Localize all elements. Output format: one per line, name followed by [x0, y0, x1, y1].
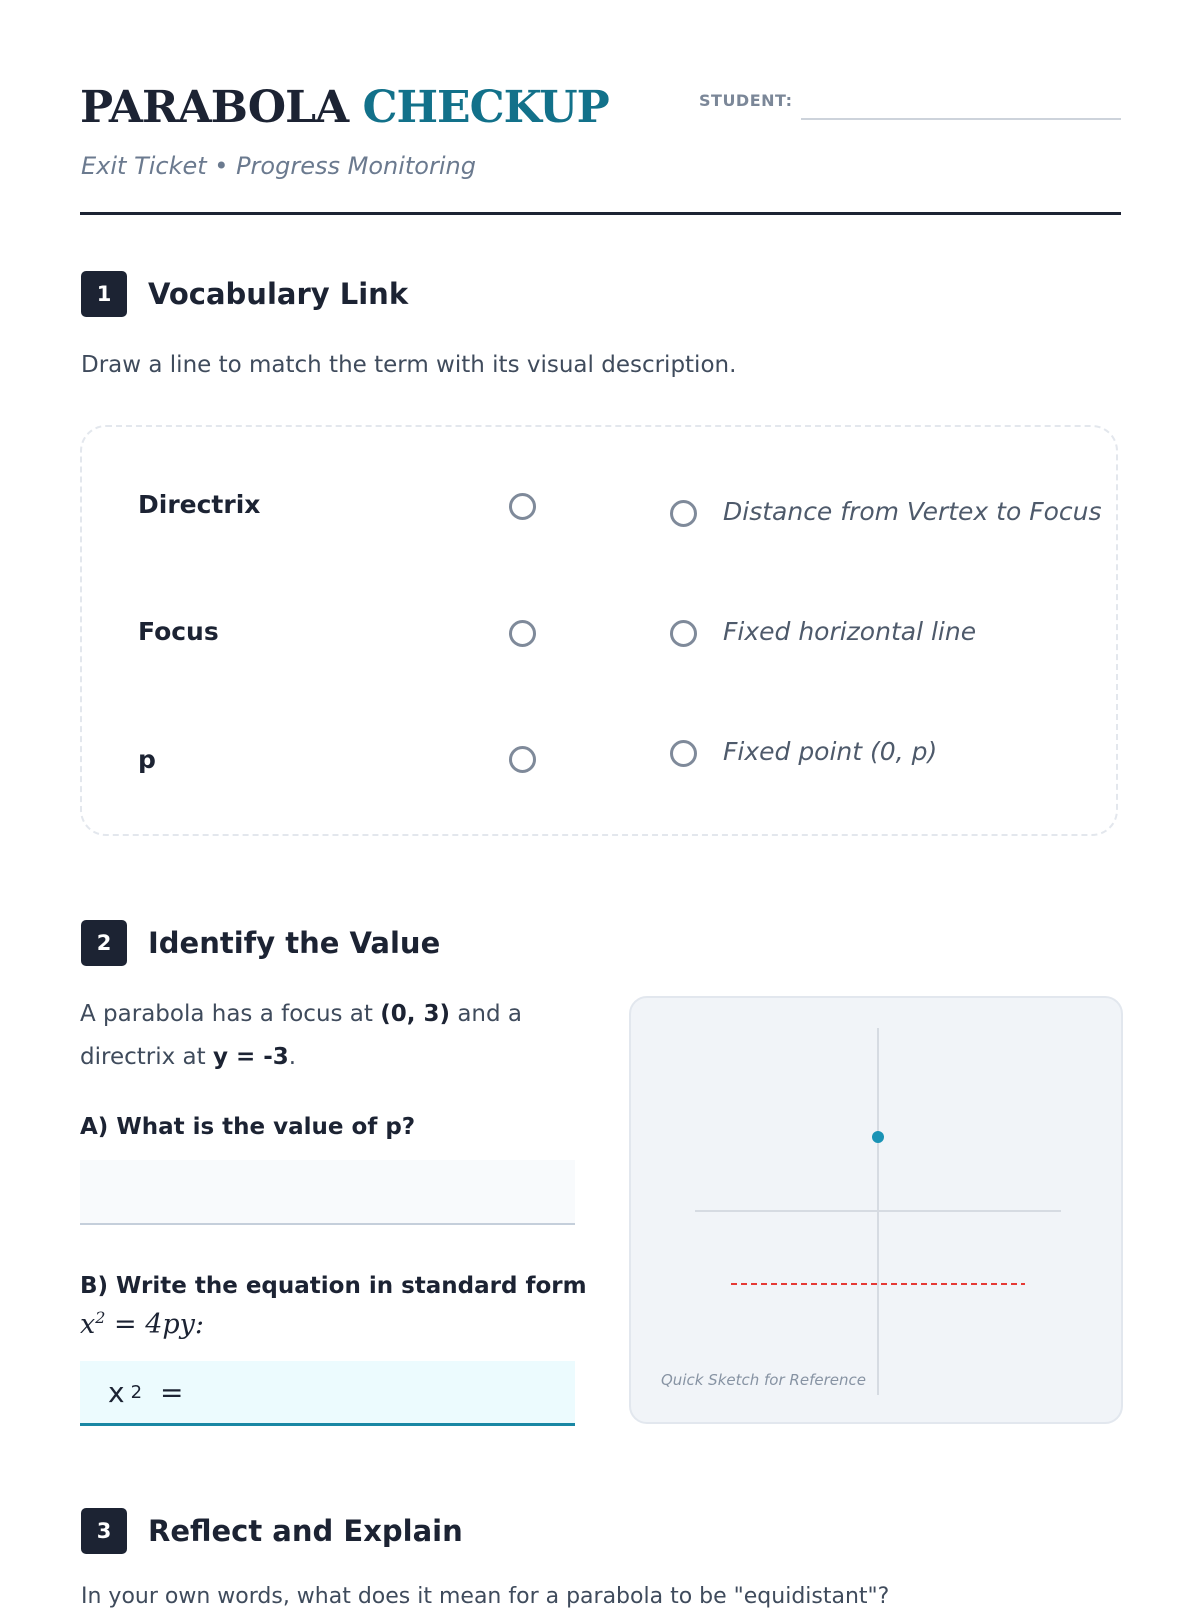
problem-text-start: A parabola has a focus at	[80, 1001, 381, 1027]
term-focus-dot[interactable]	[509, 620, 536, 647]
answer-b-variable: x	[108, 1375, 125, 1409]
page-subtitle: Exit Ticket • Progress Monitoring	[81, 152, 476, 180]
question-b-label: B) Write the equation in standard form	[80, 1273, 587, 1299]
title-main: PARABOLA	[80, 82, 349, 133]
section-3-number: 3	[81, 1508, 127, 1554]
answer-b-exponent: 2	[130, 1381, 143, 1403]
focus-value: (0, 3)	[380, 1001, 451, 1027]
description-1-dot[interactable]	[670, 500, 697, 527]
problem-text-middle: and a directrix at	[80, 1001, 523, 1070]
description-vertex-focus-distance: Distance from Vertex to Focus	[723, 497, 1102, 526]
title-accent: CHECKUP	[362, 82, 609, 133]
term-p: p	[138, 745, 156, 774]
question-a-label: A) What is the value of p?	[80, 1114, 416, 1140]
section-1-instruction: Draw a line to match the term with its visual description.	[81, 352, 737, 378]
answer-b-equals: =	[160, 1375, 184, 1409]
answer-b-input[interactable]	[80, 1361, 575, 1426]
page-title	[80, 82, 609, 133]
answer-a-input[interactable]	[80, 1160, 575, 1225]
term-p-dot[interactable]	[509, 746, 536, 773]
standard-form-formula	[80, 1308, 204, 1340]
section-2-number: 2	[81, 920, 127, 966]
student-label: STUDENT:	[699, 91, 793, 110]
formula-exponent: 2	[95, 1308, 106, 1327]
term-focus: Focus	[138, 617, 219, 646]
sketch-focus-point	[872, 1131, 884, 1143]
reference-sketch	[629, 996, 1123, 1424]
section-3-prompt: In your own words, what does it mean for a parabola to be "equidistant"?	[81, 1584, 890, 1609]
formula-rhs: = 4py:	[105, 1309, 205, 1340]
problem-text-end: .	[288, 1044, 297, 1070]
section-3-title: Reflect and Explain	[148, 1514, 463, 1548]
sketch-caption: Quick Sketch for Reference	[661, 1371, 866, 1389]
problem-statement	[80, 993, 560, 1079]
term-directrix: Directrix	[138, 490, 261, 519]
header-divider	[80, 212, 1121, 215]
section-2-title: Identify the Value	[148, 926, 441, 960]
sketch-graph	[631, 998, 1125, 1426]
description-3-dot[interactable]	[670, 740, 697, 767]
description-horizontal-line: Fixed horizontal line	[723, 617, 977, 646]
description-2-dot[interactable]	[670, 620, 697, 647]
student-name-field[interactable]	[801, 118, 1121, 120]
term-directrix-dot[interactable]	[509, 493, 536, 520]
directrix-value: y = -3	[212, 1044, 289, 1070]
section-1-number: 1	[81, 271, 127, 317]
section-1-title: Vocabulary Link	[148, 277, 409, 311]
formula-lhs: x	[80, 1309, 96, 1340]
description-fixed-point: Fixed point (0, p)	[723, 737, 938, 766]
